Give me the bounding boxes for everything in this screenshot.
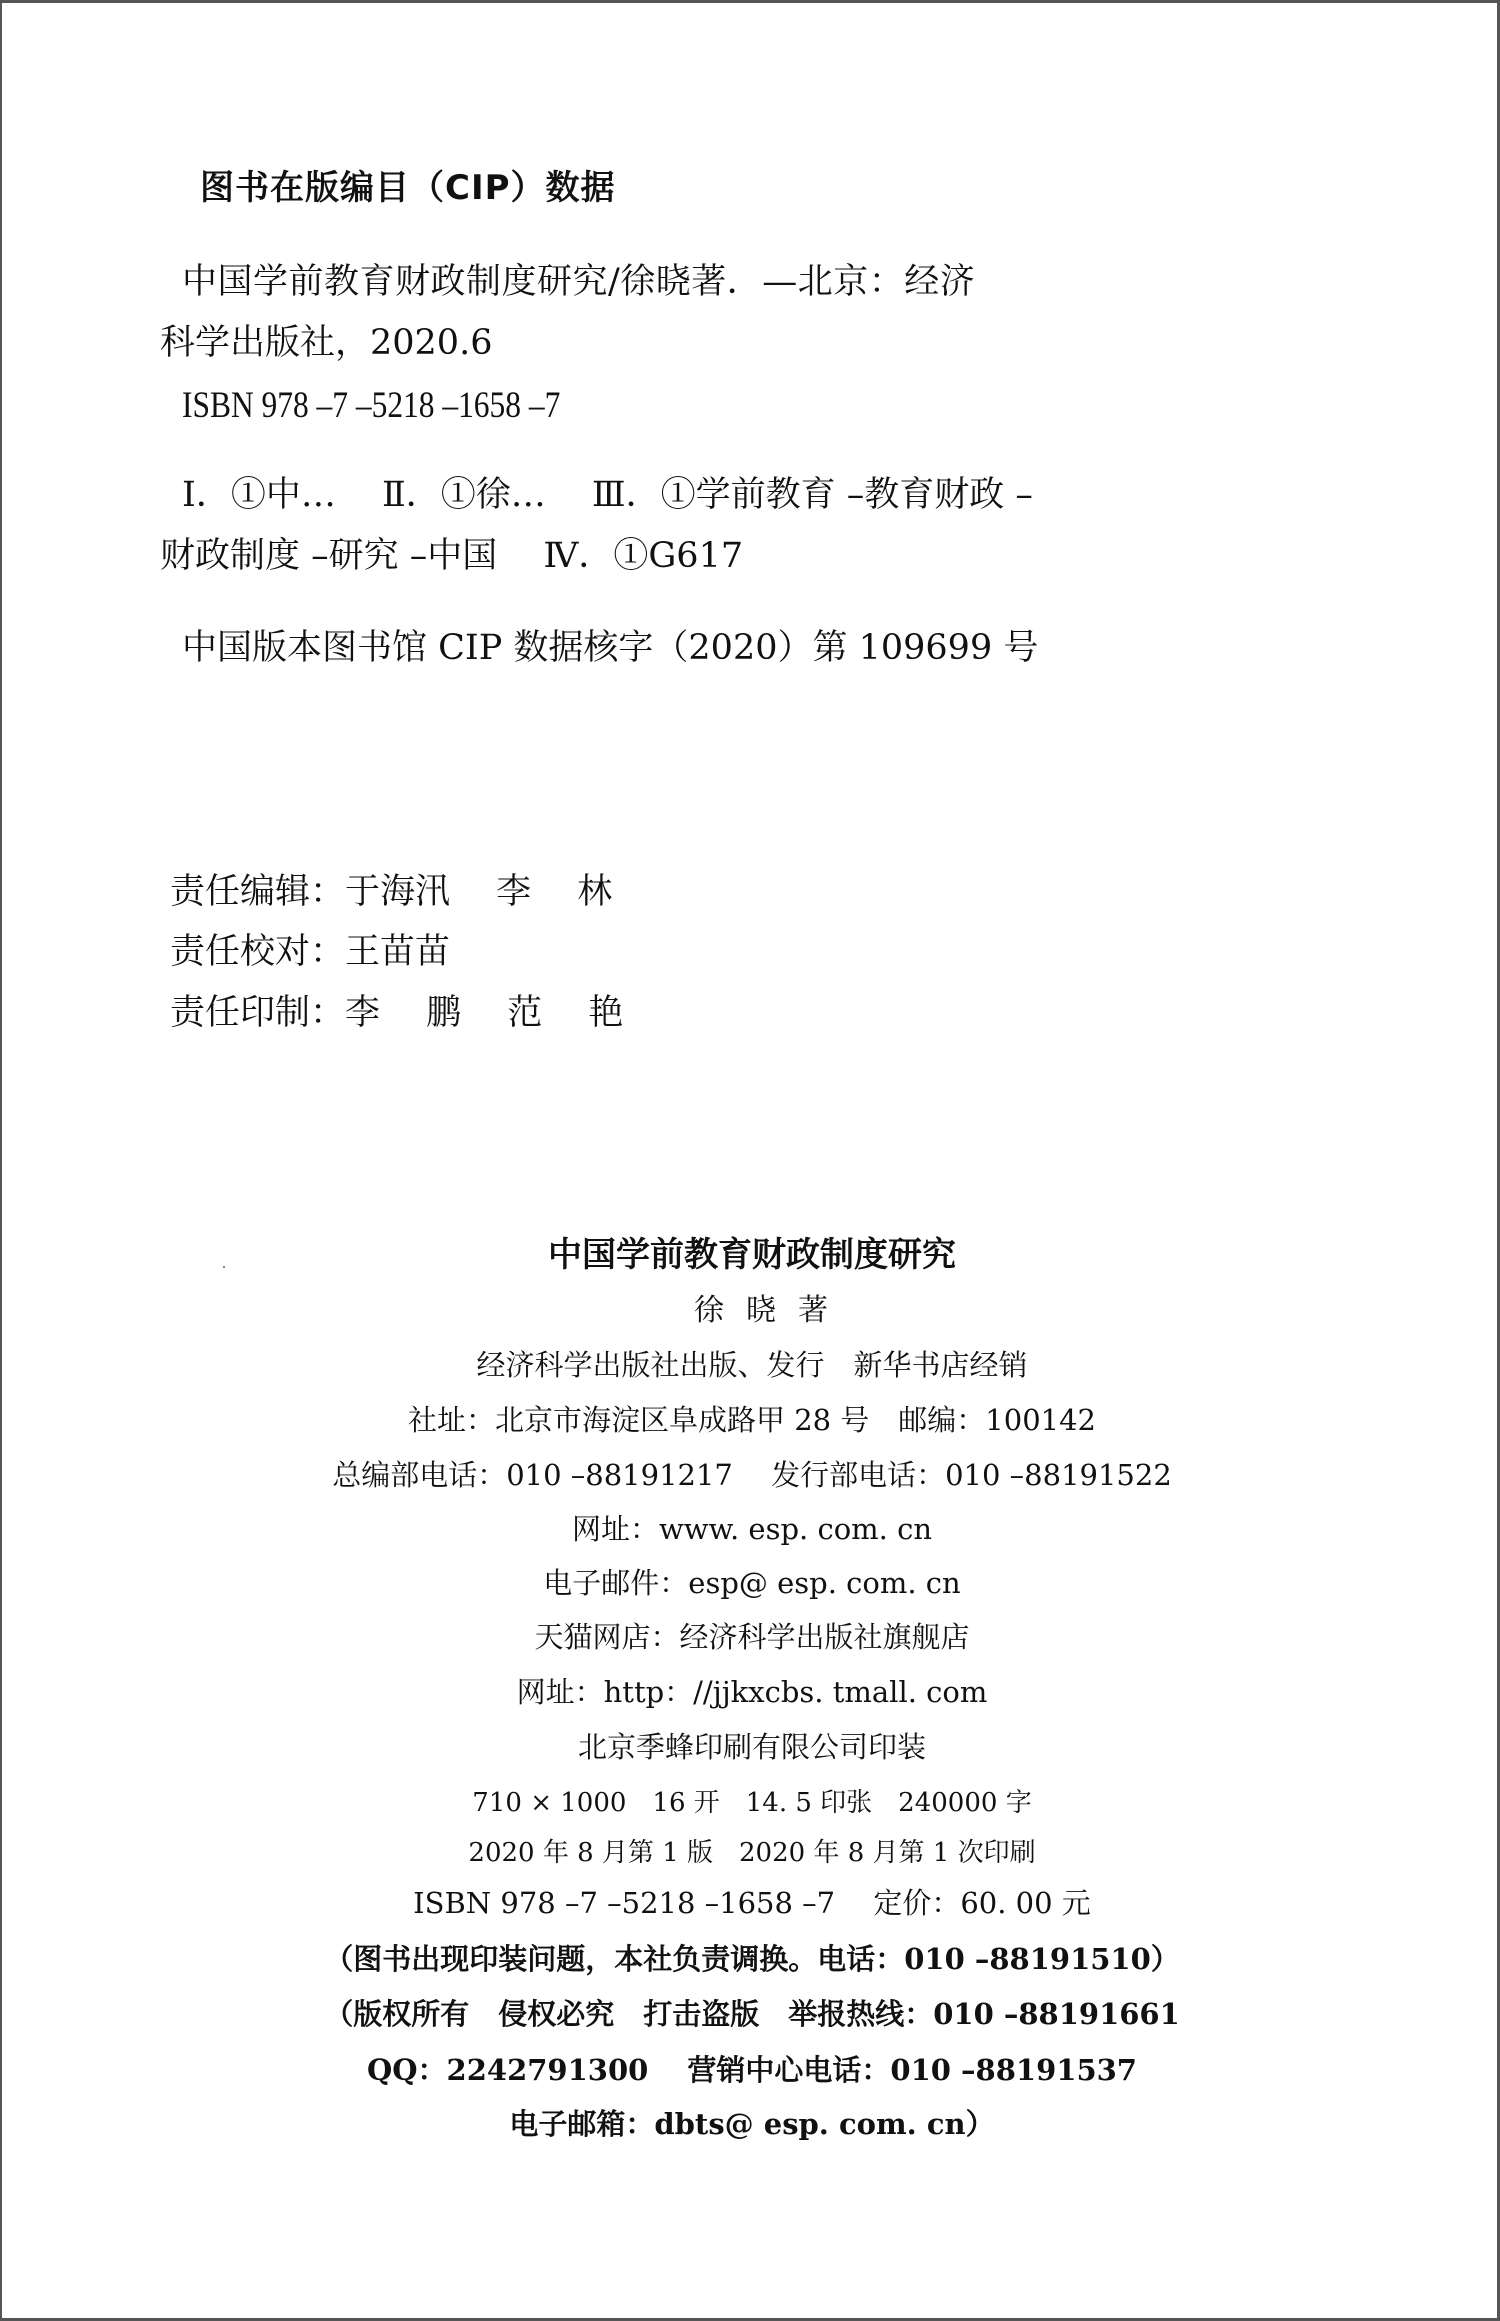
role-label: 责任校对： [170,932,346,972]
staff-names: 王苗苗 [345,932,451,972]
staff-names: 于海汛 李 林 [345,872,613,912]
publisher-address: 社址：北京市海淀区阜成路甲 28 号 邮编：100142 [407,1403,1097,1437]
role-label: 责任编辑： [170,872,346,912]
qq-marketing-contact: QQ：2242791300 营销中心电话：010 –88191537 [367,2053,1137,2087]
copyright-notice: （版权所有 侵权必究 打击盗版 举报热线：010 –88191661 [324,1997,1180,2031]
tmall-store: 天猫网店：经济科学出版社旗舰店 [534,1620,970,1654]
printer: 北京季蜂印刷有限公司印装 [577,1730,926,1764]
publisher-email: 电子邮件：esp@ esp. com. cn [543,1566,961,1600]
cip-approval-number: 中国版本图书馆 CIP 数据核字（2020）第 109699 号 [182,628,1039,668]
book-author: 徐晓著 [694,1293,850,1328]
isbn-price: ISBN 978 –7 –5218 –1658 –7 定价：60. 00 元 [413,1886,1091,1920]
role-label: 责任印制： [170,993,346,1033]
quality-notice: （图书出现印装问题，本社负责调换。电话：010 –88191510） [324,1942,1180,1976]
format-specs: 710 × 1000 16 开 14. 5 印张 240000 字 [472,1788,1032,1818]
piracy-report-email: 电子邮箱：dbts@ esp. com. cn） [509,2107,995,2141]
staff-names: 李 鹏 范 艳 [345,993,624,1033]
publisher-distribution: 经济科学出版社出版、发行 新华书店经销 [476,1348,1028,1382]
responsible-printing [170,993,624,1033]
responsible-proofreader [170,932,451,972]
edition-info: 2020 年 8 月第 1 版 2020 年 8 月第 1 次印刷 [468,1838,1036,1868]
cip-subject-line-2: 财政制度 –研究 –中国 Ⅳ．①G617 [160,536,744,576]
cip-heading: 图书在版编目（CIP）数据 [200,168,616,208]
cip-subject-line-1: Ⅰ．①中… Ⅱ．①徐… Ⅲ．①学前教育 –教育财政 – [182,475,1033,515]
tmall-store-url: 网址：http：//jjkxcbs. tmall. com [516,1675,988,1709]
responsible-editor [170,872,613,912]
publisher-phones: 总编部电话：010 –88191217 发行部电话：010 –88191522 [332,1458,1172,1492]
cip-publisher-line: 科学出版社，2020.6 [160,323,493,363]
cip-title-line: 中国学前教育财政制度研究/徐晓著．—北京：经济 [182,262,976,302]
publisher-website: 网址：www. esp. com. cn [571,1512,933,1546]
book-title: 中国学前教育财政制度研究 [548,1235,956,1275]
cip-isbn-line: ISBN 978 –7 –5218 –1658 –7 [182,385,561,426]
